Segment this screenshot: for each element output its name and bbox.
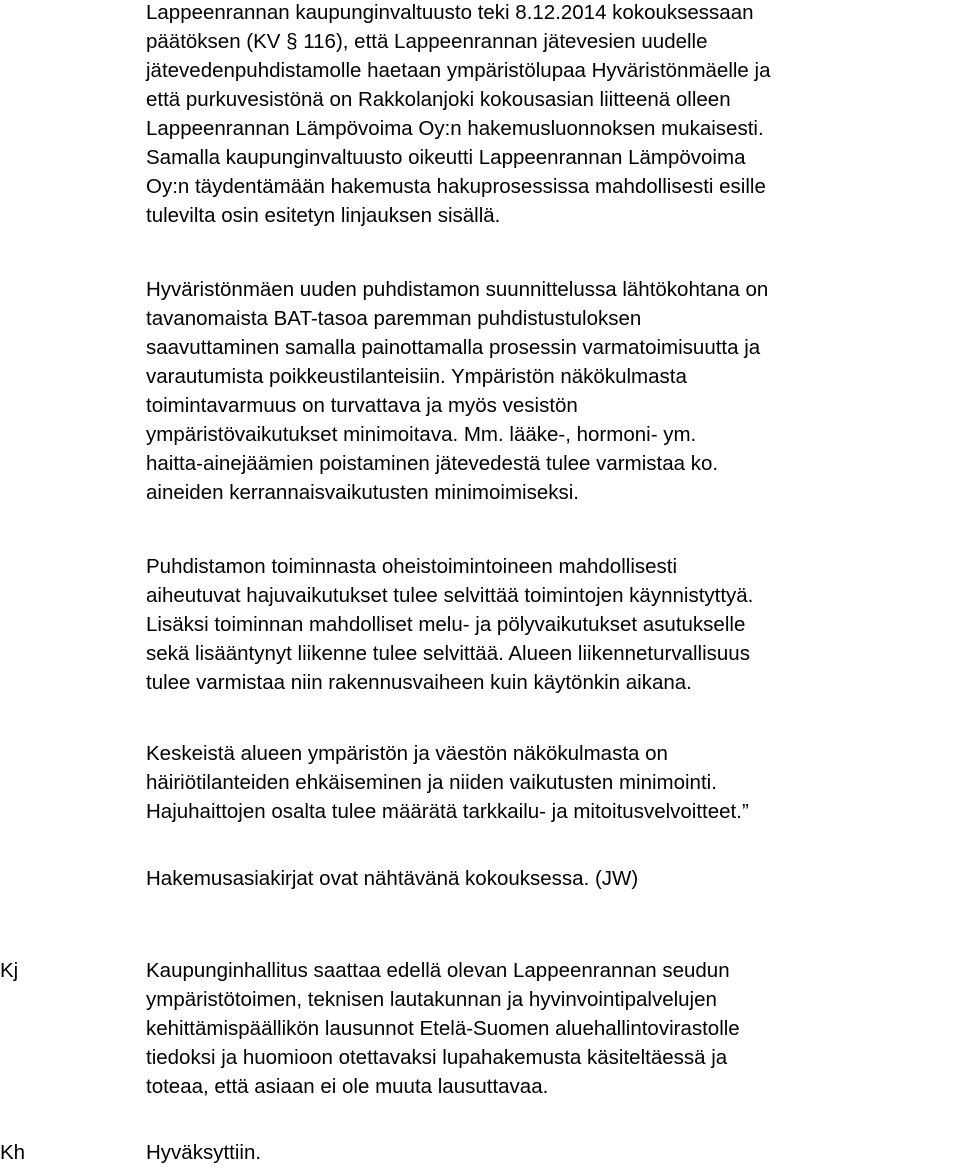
paragraph-odor-noise [146, 552, 946, 697]
decision-label: Kh [0, 1141, 26, 1164]
text-line: että purkuvesistönä on Rakkolanjoki kokousasian liitteenä olleen [146, 88, 731, 111]
text-line: Hajuhaittojen osalta tulee määrätä tarkkailu- ja mitoitusvelvoitteet.” [146, 800, 749, 823]
text-line: kehittämispäällikön lausunnot Etelä-Suomen aluehallintovirastolle [146, 1017, 740, 1040]
decision-proposal-text [146, 956, 946, 1101]
text-line: haitta-ainejäämien poistaminen jätevedestä tulee varmistaa ko. [146, 452, 719, 475]
text-line: tulevilta osin esitetyn linjauksen sisällä. [146, 204, 501, 227]
text-line: Hyväristönmäen uuden puhdistamon suunnittelussa lähtökohtana on [146, 278, 769, 301]
text-line: Keskeistä alueen ympäristön ja väestön näkökulmasta on [146, 742, 668, 765]
paragraph-key-concerns [146, 739, 946, 826]
text-line: saavuttaminen samalla painottamalla prosessin varmatoimisuutta ja [146, 336, 761, 359]
text-line: ympäristövaikutukset minimoitava. Mm. lääke-, hormoni- ym. [146, 423, 697, 446]
paragraph-documents-note [146, 864, 946, 893]
text-line: Oy:n täydentämään hakemusta hakuprosessissa mahdollisesti esille [146, 175, 766, 198]
text-line: tulee varmistaa niin rakennusvaiheen kuin käytönkin aikana. [146, 671, 692, 694]
text-line: Lappeenrannan Lämpövoima Oy:n hakemusluonnoksen mukaisesti. [146, 117, 764, 140]
text-line: Puhdistamon toiminnasta oheistoimintoineen mahdollisesti [146, 555, 678, 578]
text-line: varautumista poikkeustilanteisiin. Ympäristön näkökulmasta [146, 365, 687, 388]
text-line: Samalla kaupunginvaltuusto oikeutti Lappeenrannan Lämpövoima [146, 146, 746, 169]
text-line: sekä lisääntynyt liikenne tulee selvittää. Alueen liikenneturvallisuus [146, 642, 750, 665]
text-line: Lappeenrannan kaupunginvaltuusto teki 8.12.2014 kokouksessaan [146, 1, 754, 24]
text-line: tavanomaista BAT-tasoa paremman puhdistustuloksen [146, 307, 642, 330]
text-line: Lisäksi toiminnan mahdolliset melu- ja pölyvaikutukset asutukselle [146, 613, 746, 636]
text-line: Hakemusasiakirjat ovat nähtävänä kokouksessa. (JW) [146, 867, 639, 890]
text-line: jätevedenpuhdistamolle haetaan ympäristölupaa Hyväristönmäelle ja [146, 59, 771, 82]
text-line: häiriötilanteiden ehkäiseminen ja niiden vaikutusten minimointi. [146, 771, 717, 794]
decision-text [146, 1138, 946, 1167]
paragraph-background [146, 0, 946, 230]
decision-proposal-label: Kj [0, 959, 19, 982]
text-line: tiedoksi ja huomioon otettavaksi lupahakemusta käsiteltäessä ja [146, 1046, 728, 1069]
text-line: Kaupunginhallitus saattaa edellä olevan Lappeenrannan seudun [146, 959, 730, 982]
text-line: toimintavarmuus on turvattava ja myös vesistön [146, 394, 578, 417]
text-line: ympäristötoimen, teknisen lautakunnan ja hyvinvointipalvelujen [146, 988, 717, 1011]
text-line: toteaa, että asiaan ei ole muuta lausuttavaa. [146, 1075, 549, 1098]
text-line: aiheutuvat hajuvaikutukset tulee selvittää toimintojen käynnistyttyä. [146, 584, 754, 607]
paragraph-design-principles [146, 275, 946, 507]
text-line: aineiden kerrannaisvaikutusten minimoimiseksi. [146, 481, 579, 504]
text-line: päätöksen (KV § 116), että Lappeenrannan jätevesien uudelle [146, 30, 708, 53]
text-line: Hyväksyttiin. [146, 1141, 262, 1164]
